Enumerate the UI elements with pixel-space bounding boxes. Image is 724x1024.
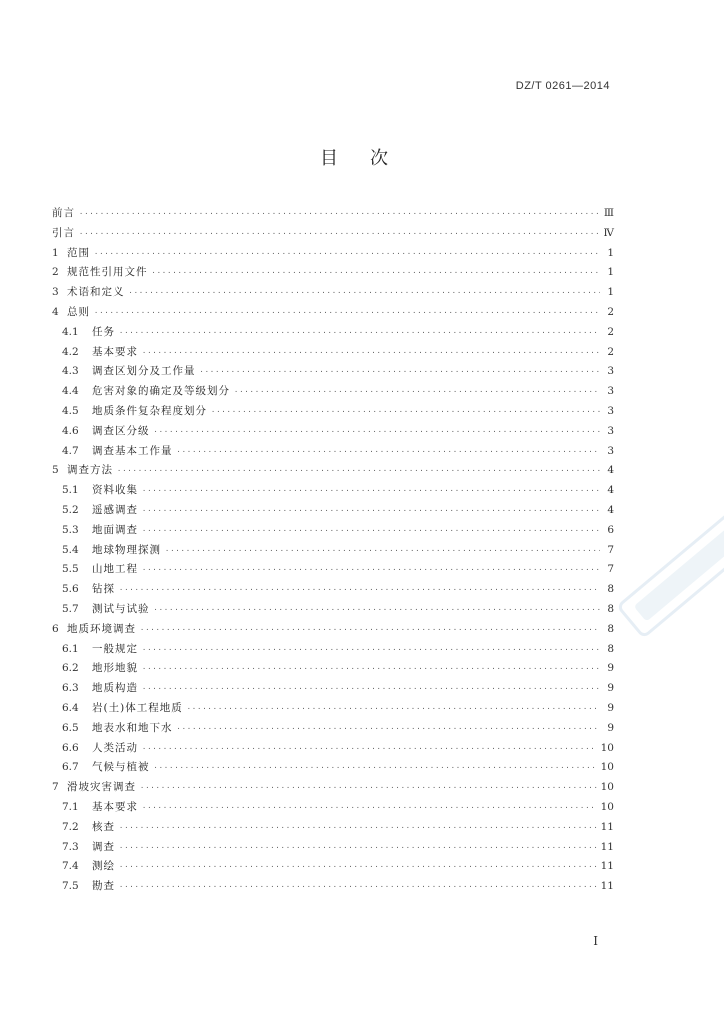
dot-leader bbox=[79, 205, 600, 225]
toc-entry-page: 10 bbox=[600, 781, 614, 794]
dot-leader bbox=[94, 245, 600, 265]
dot-leader bbox=[142, 641, 600, 661]
dot-leader bbox=[187, 700, 600, 720]
toc-entry-page: 11 bbox=[600, 840, 614, 853]
toc-entry-page: 3 bbox=[607, 444, 614, 457]
toc-entry-number: 1 bbox=[52, 246, 59, 259]
toc-entry[interactable] bbox=[52, 857, 614, 877]
toc-entry-number: 6 bbox=[52, 622, 59, 635]
toc-entry-label: 调查方法 bbox=[67, 464, 113, 477]
toc-entry-page: 3 bbox=[607, 365, 614, 378]
toc-entry-number: 4.2 bbox=[62, 345, 79, 358]
toc-entry[interactable] bbox=[52, 838, 614, 858]
toc-entry-page: 8 bbox=[607, 642, 614, 655]
dot-leader bbox=[119, 581, 600, 601]
dot-leader bbox=[119, 839, 597, 859]
dot-leader bbox=[154, 423, 601, 443]
toc-entry[interactable] bbox=[52, 283, 614, 303]
dot-leader bbox=[140, 779, 597, 799]
toc-entry-label: 调查 bbox=[92, 840, 115, 853]
toc-entry-label: 地球物理探测 bbox=[92, 543, 161, 556]
toc-entry-label: 前言 bbox=[52, 207, 75, 219]
toc-entry-label: 调查区划分及工作量 bbox=[92, 365, 196, 378]
dot-leader bbox=[142, 482, 600, 502]
toc-entry-label: 地表水和地下水 bbox=[92, 721, 173, 734]
dot-leader bbox=[142, 502, 600, 522]
toc-entry-label: 测试与试验 bbox=[92, 602, 150, 615]
toc-entry-page: 10 bbox=[600, 761, 614, 774]
dot-leader bbox=[154, 601, 601, 621]
page-number: I bbox=[593, 934, 598, 948]
table-of-contents bbox=[52, 204, 614, 897]
toc-entry-number: 6.4 bbox=[62, 701, 79, 714]
toc-entry-page: 2 bbox=[607, 305, 614, 318]
toc-entry-label: 滑坡灾害调查 bbox=[67, 781, 136, 794]
toc-entry[interactable] bbox=[52, 442, 614, 462]
toc-entry-label: 山地工程 bbox=[92, 563, 138, 576]
toc-entry[interactable] bbox=[52, 224, 614, 244]
dot-leader bbox=[142, 344, 600, 364]
toc-entry-number: 6.7 bbox=[62, 761, 79, 774]
toc-entry[interactable] bbox=[52, 422, 614, 442]
dot-leader bbox=[211, 403, 600, 423]
toc-entry-label: 气候与植被 bbox=[92, 761, 150, 774]
toc-entry[interactable] bbox=[52, 640, 614, 660]
toc-entry-label: 总则 bbox=[67, 305, 90, 318]
toc-entry-label: 资料收集 bbox=[92, 484, 138, 497]
toc-entry-page: 11 bbox=[600, 880, 614, 893]
toc-entry[interactable] bbox=[52, 343, 614, 363]
toc-entry-page: 1 bbox=[607, 286, 614, 299]
dot-leader bbox=[234, 383, 600, 403]
toc-entry[interactable] bbox=[52, 758, 614, 778]
toc-entry[interactable] bbox=[52, 739, 614, 759]
toc-entry-number: 2 bbox=[52, 266, 59, 279]
toc-entry-page: 4 bbox=[607, 484, 614, 497]
toc-entry-label: 地质环境调查 bbox=[67, 622, 136, 635]
dot-leader bbox=[129, 284, 601, 304]
toc-entry-number: 5.2 bbox=[62, 503, 79, 516]
toc-entry-page: 8 bbox=[607, 622, 614, 635]
toc-entry-number: 7.1 bbox=[62, 800, 79, 813]
toc-entry-number: 4.5 bbox=[62, 404, 79, 417]
toc-entry-number: 6.2 bbox=[62, 662, 79, 675]
toc-entry[interactable] bbox=[52, 620, 614, 640]
toc-entry[interactable] bbox=[52, 600, 614, 620]
toc-entry-label: 调查区分级 bbox=[92, 424, 150, 437]
toc-entry[interactable] bbox=[52, 560, 614, 580]
toc-entry-number: 3 bbox=[52, 286, 59, 299]
toc-entry-page: 7 bbox=[607, 563, 614, 576]
dot-leader bbox=[119, 324, 600, 344]
toc-entry[interactable] bbox=[52, 501, 614, 521]
toc-entry-page: Ⅳ bbox=[603, 226, 614, 239]
toc-entry-number: 4.4 bbox=[62, 385, 79, 398]
toc-entry-page: 9 bbox=[607, 701, 614, 714]
toc-entry-label: 人类活动 bbox=[92, 741, 138, 754]
toc-entry-label: 地质条件复杂程度划分 bbox=[92, 404, 207, 417]
dot-leader bbox=[94, 304, 600, 324]
toc-entry-label: 核查 bbox=[92, 820, 115, 833]
toc-entry[interactable] bbox=[52, 541, 614, 561]
toc-entry-page: 2 bbox=[607, 345, 614, 358]
toc-entry-page: 6 bbox=[607, 523, 614, 536]
toc-entry[interactable] bbox=[52, 699, 614, 719]
toc-entry-number: 7.4 bbox=[62, 860, 79, 873]
toc-entry-number: 4.3 bbox=[62, 365, 79, 378]
toc-entry-label: 范围 bbox=[67, 246, 90, 259]
toc-entry[interactable] bbox=[52, 580, 614, 600]
dot-leader bbox=[165, 542, 600, 562]
toc-entry[interactable] bbox=[52, 204, 614, 224]
toc-entry-label: 钻探 bbox=[92, 583, 115, 596]
dot-leader bbox=[119, 858, 597, 878]
toc-entry-number: 5.1 bbox=[62, 484, 79, 497]
toc-entry-label: 规范性引用文件 bbox=[67, 266, 148, 279]
dot-leader bbox=[142, 799, 597, 819]
toc-entry-page: 11 bbox=[600, 860, 614, 873]
watermark-stamp bbox=[610, 484, 724, 646]
toc-entry-number: 7.2 bbox=[62, 820, 79, 833]
dot-leader bbox=[200, 363, 601, 383]
toc-entry-label: 基本要求 bbox=[92, 800, 138, 813]
toc-entry[interactable] bbox=[52, 778, 614, 798]
page-title: 目次 bbox=[320, 148, 420, 169]
dot-leader bbox=[177, 720, 601, 740]
toc-entry-label: 调查基本工作量 bbox=[92, 444, 173, 457]
toc-entry-page: 1 bbox=[607, 266, 614, 279]
toc-entry-number: 6.6 bbox=[62, 741, 79, 754]
dot-leader bbox=[119, 878, 597, 898]
toc-entry-page: 2 bbox=[607, 325, 614, 338]
toc-entry-number: 5.3 bbox=[62, 523, 79, 536]
toc-entry-number: 5.5 bbox=[62, 563, 79, 576]
toc-entry-number: 7 bbox=[52, 781, 59, 794]
dot-leader bbox=[79, 225, 600, 245]
toc-entry[interactable] bbox=[52, 362, 614, 382]
toc-entry[interactable] bbox=[52, 382, 614, 402]
document-code: DZ/T 0261—2014 bbox=[515, 80, 610, 92]
toc-entry-label: 引言 bbox=[52, 226, 75, 239]
toc-entry-label: 遥感调查 bbox=[92, 503, 138, 516]
toc-entry-page: 7 bbox=[607, 543, 614, 556]
toc-entry-page: 10 bbox=[600, 741, 614, 754]
toc-entry-label: 岩(土)体工程地质 bbox=[92, 701, 183, 714]
toc-entry[interactable] bbox=[52, 402, 614, 422]
dot-leader bbox=[152, 264, 601, 284]
toc-entry-number: 4 bbox=[52, 305, 59, 318]
dot-leader bbox=[154, 759, 597, 779]
toc-entry-label: 任务 bbox=[92, 325, 115, 338]
toc-entry-label: 基本要求 bbox=[92, 345, 138, 358]
toc-entry-label: 地质构造 bbox=[92, 682, 138, 695]
toc-entry-label: 测绘 bbox=[92, 860, 115, 873]
toc-entry-page: 3 bbox=[607, 385, 614, 398]
toc-entry-number: 6.1 bbox=[62, 642, 79, 655]
toc-entry-page: 8 bbox=[607, 583, 614, 596]
toc-entry-number: 7.5 bbox=[62, 880, 79, 893]
dot-leader bbox=[117, 462, 600, 482]
toc-entry-page: 4 bbox=[607, 503, 614, 516]
toc-entry[interactable] bbox=[52, 521, 614, 541]
toc-entry-page: Ⅲ bbox=[603, 207, 614, 219]
toc-entry[interactable] bbox=[52, 798, 614, 818]
toc-entry-page: 10 bbox=[600, 800, 614, 813]
toc-entry-page: 8 bbox=[607, 602, 614, 615]
toc-entry-number: 5 bbox=[52, 464, 59, 477]
toc-entry-label: 危害对象的确定及等级划分 bbox=[92, 385, 230, 398]
toc-entry-label: 地形地貌 bbox=[92, 662, 138, 675]
toc-entry[interactable] bbox=[52, 679, 614, 699]
toc-entry-number: 5.7 bbox=[62, 602, 79, 615]
toc-entry-page: 4 bbox=[607, 464, 614, 477]
dot-leader bbox=[142, 522, 600, 542]
toc-entry-page: 9 bbox=[607, 662, 614, 675]
toc-entry[interactable] bbox=[52, 263, 614, 283]
toc-entry-page: 11 bbox=[600, 820, 614, 833]
toc-entry[interactable] bbox=[52, 303, 614, 323]
toc-entry-number: 7.3 bbox=[62, 840, 79, 853]
toc-entry-number: 4.6 bbox=[62, 424, 79, 437]
toc-entry-label: 地面调查 bbox=[92, 523, 138, 536]
toc-entry-label: 术语和定义 bbox=[67, 286, 125, 299]
toc-entry-page: 3 bbox=[607, 424, 614, 437]
toc-entry-number: 6.5 bbox=[62, 721, 79, 734]
toc-entry-page: 3 bbox=[607, 404, 614, 417]
toc-entry[interactable] bbox=[52, 244, 614, 264]
toc-entry[interactable] bbox=[52, 659, 614, 679]
toc-entry[interactable] bbox=[52, 461, 614, 481]
toc-entry[interactable] bbox=[52, 323, 614, 343]
toc-entry[interactable] bbox=[52, 481, 614, 501]
dot-leader bbox=[142, 680, 600, 700]
toc-entry[interactable] bbox=[52, 877, 614, 897]
toc-entry-page: 9 bbox=[607, 682, 614, 695]
toc-entry-page: 1 bbox=[607, 246, 614, 259]
toc-entry-label: 勘查 bbox=[92, 880, 115, 893]
toc-entry-number: 4.1 bbox=[62, 325, 79, 338]
toc-entry[interactable] bbox=[52, 818, 614, 838]
toc-entry-page: 9 bbox=[607, 721, 614, 734]
toc-entry-number: 5.4 bbox=[62, 543, 79, 556]
toc-entry[interactable] bbox=[52, 719, 614, 739]
dot-leader bbox=[119, 819, 597, 839]
toc-entry-number: 4.7 bbox=[62, 444, 79, 457]
dot-leader bbox=[177, 443, 601, 463]
toc-entry-number: 5.6 bbox=[62, 583, 79, 596]
dot-leader bbox=[142, 660, 600, 680]
dot-leader bbox=[140, 621, 600, 641]
toc-entry-number: 6.3 bbox=[62, 682, 79, 695]
toc-entry-label: 一般规定 bbox=[92, 642, 138, 655]
dot-leader bbox=[142, 561, 600, 581]
dot-leader bbox=[142, 740, 597, 760]
